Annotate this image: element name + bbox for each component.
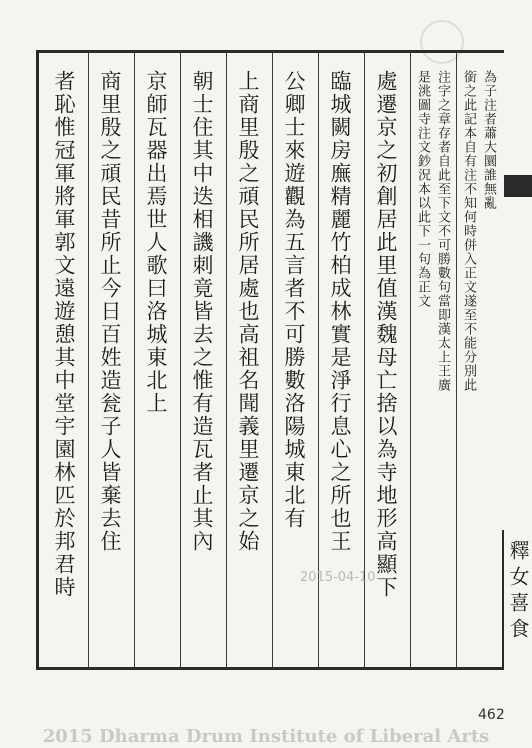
annotation-line: 是洮圖寺注文鈔況本以此下一句為正文	[415, 70, 430, 308]
text-column-2	[412, 70, 452, 660]
column-rule	[226, 53, 227, 667]
annotation-line: 注字之章存者自此至下文不可勝數句當即漢太上王廣	[435, 70, 450, 392]
column-rule	[134, 53, 135, 667]
side-label-text: 釋女喜食	[506, 540, 530, 644]
main-text-line: 臨城闕房廡精麗竹柏成林實是淨行息心之所也王	[328, 70, 352, 553]
main-text-line: 者恥惟冠軍將軍郭文遠遊憩其中堂宇園林匹於邦君時	[52, 70, 76, 599]
column-rule	[272, 53, 273, 667]
watermark-footer: 2015 Dharma Drum Institute of Liberal Arts	[42, 726, 490, 747]
main-text-line: 朝士住其中迭相譏刺竟皆去之惟有造瓦者止其內	[190, 70, 214, 553]
text-column-8	[136, 70, 176, 660]
main-text-line: 上商里殷之頑民所居處也高祖名聞義里遷京之始	[236, 70, 260, 553]
column-rule	[456, 53, 457, 667]
side-tab-marker	[504, 175, 532, 197]
main-text-line: 公卿士來遊觀為五言者不可勝數洛陽城東北有	[282, 70, 306, 530]
text-column-1	[458, 70, 498, 660]
column-rule	[410, 53, 411, 667]
main-text-line: 處遷京之初創居此里值漢魏母亡捨以為寺地形高顯下	[374, 70, 398, 599]
text-column-7	[182, 70, 222, 660]
column-rule	[180, 53, 181, 667]
annotation-line: 為子注者蕭大圜誰無亂	[481, 70, 496, 210]
main-text-line: 京師瓦器出焉世人歌曰洛城東北上	[144, 70, 168, 415]
column-rule	[88, 53, 89, 667]
text-column-6	[228, 70, 268, 660]
side-label	[502, 530, 532, 670]
main-text-line: 商里殷之頑民昔所止今日百姓造瓮子人皆棄去住	[98, 70, 122, 553]
text-column-9	[90, 70, 130, 660]
annotation-line: 銜之此記本自有注不知何時併入正文遂至不能分別此	[461, 70, 476, 392]
page-number: 462	[478, 707, 505, 723]
watermark-date: 2015-04-10	[300, 570, 376, 585]
text-column-10	[44, 70, 84, 660]
